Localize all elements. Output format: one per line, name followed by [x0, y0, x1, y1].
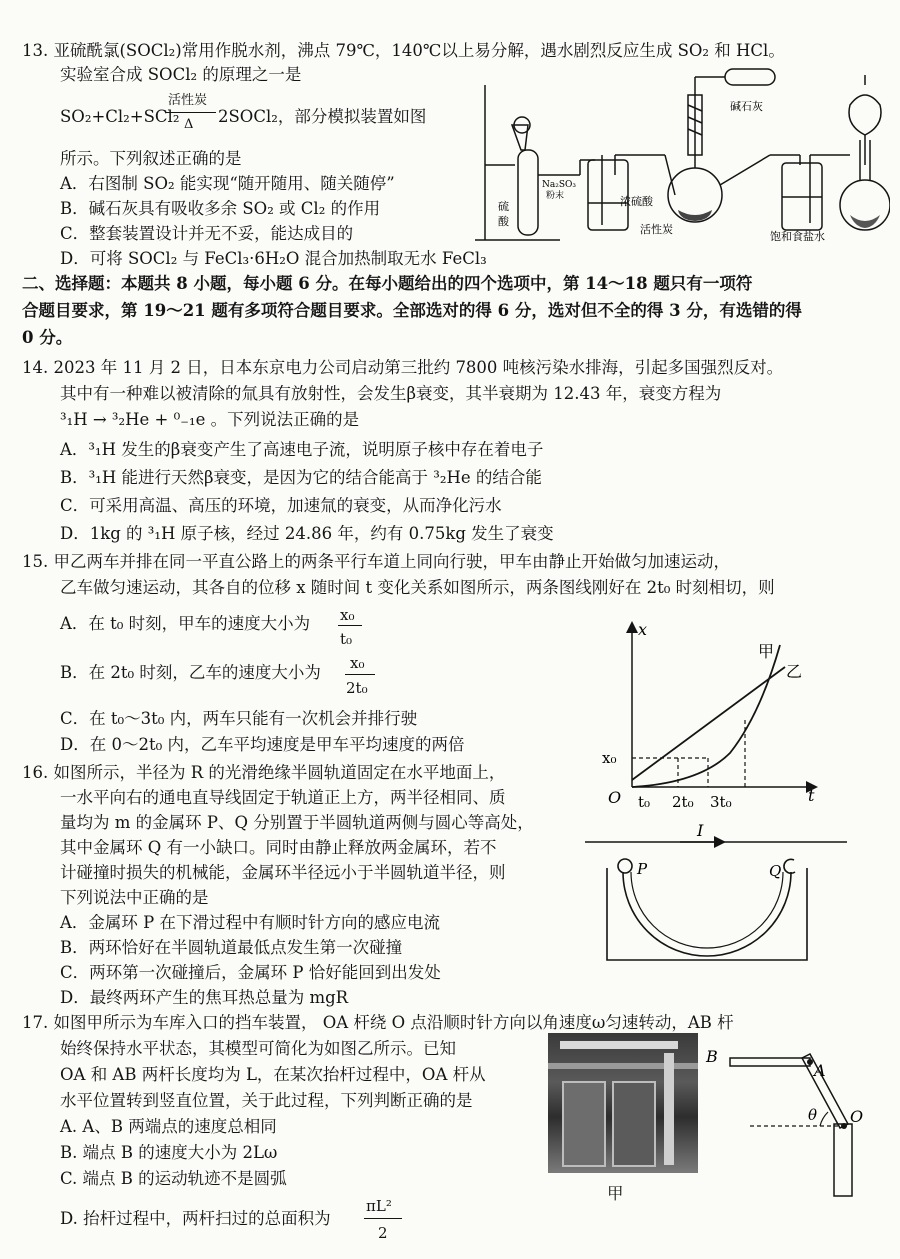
q15-option-a: A．在 t₀ 时刻，甲车的速度大小为: [60, 614, 311, 633]
q16-stem-line3: 量均为 m 的金属环 P、Q 分别置于半圆轨道两侧与圆心等高处，: [60, 813, 534, 832]
q13-equation-left: SO₂+Cl₂+SCl₂: [60, 107, 180, 126]
q13-equation-catalyst: 活性炭: [168, 93, 208, 108]
q14-stem-line3: ³₁H → ³₂He + ⁰₋₁e 。下列说法正确的是: [60, 410, 360, 429]
q14-stem-line2: 其中有一种难以被清除的氚具有放射性，会发生β衰变，其半衰期为 12.43 年，衰变方程为: [60, 384, 722, 403]
q17-stem-line1: 17. 如图甲所示为车库入口的挡车装置， OA 杆绕 O 点沿顺时针方向以角速度ω匀速转动，AB 杆: [22, 1013, 734, 1032]
label-huoxingtan: 活性炭: [640, 223, 673, 236]
label-jianshihui: 碱石灰: [730, 100, 763, 113]
q17-stem-line2: 始终保持水平状态，其模型可简化为如图乙所示。已知: [60, 1039, 456, 1058]
label-nongliusuan: 浓硫酸: [620, 195, 653, 208]
q15-option-b-bar: [345, 674, 375, 675]
section2-line2: 合题目要求，第 19～21 题有多项符合题目要求。全部选对的得 6 分，选对但不全的得 3 分，有选错的得: [22, 301, 802, 320]
label-liu: 硫: [498, 200, 509, 213]
q13-stem-line1: 13. 亚硫酰氯(SOCl₂)常用作脱水剂，沸点 79℃，140℃以上易分解，遇水剧烈反应生成 SO₂ 和 HCl。: [22, 41, 785, 60]
q13-equation-right: 2SOCl₂，部分模拟装置如图: [218, 107, 427, 126]
graph-jia-label: 甲: [758, 642, 775, 661]
q17-option-d-num: πL²: [366, 1197, 392, 1215]
current-label: I: [697, 821, 704, 840]
model-angle-theta: θ: [808, 1106, 818, 1124]
graph-x0-label: x₀: [602, 749, 617, 767]
graph-origin: O: [608, 788, 622, 807]
model-point-o: O: [850, 1107, 864, 1126]
graph-3t0-label: 3t₀: [710, 793, 732, 811]
graph-t-axis-label: t: [808, 786, 815, 805]
q13-stem-line4: 所示。下列叙述正确的是: [60, 149, 242, 168]
q17-option-d: D. 抬杆过程中，两杆扫过的总面积为: [60, 1209, 331, 1228]
graph-x-axis-label: x: [638, 620, 648, 639]
q17-option-d-den: 2: [378, 1224, 388, 1242]
section2-line3: 0 分。: [22, 328, 73, 347]
label-baohe: 饱和食盐水: [770, 230, 825, 243]
q14-option-b: B．³₁H 能进行天然β衰变，是因为它的结合能高于 ³₂He 的结合能: [60, 468, 542, 487]
q17-option-d-bar: [364, 1218, 402, 1219]
q16-option-d: D．最终两环产生的焦耳热总量为 mgR: [60, 988, 349, 1007]
graph-yi-label: 乙: [786, 662, 803, 681]
q14-option-a: A．³₁H 发生的β衰变产生了高速电子流，说明原子核中存在着电子: [60, 440, 544, 459]
q15-option-a-num: x₀: [340, 606, 355, 624]
q15-stem-line1: 15. 甲乙两车并排在同一平直公路上的两条平行车道上同向行驶，甲车由静止开始做匀加速运动，: [22, 552, 730, 571]
q16-stem-line5: 计碰撞时损失的机械能，金属环半径远小于半圆轨道半径，则: [60, 863, 506, 882]
model-point-a: A: [814, 1061, 826, 1080]
q15-option-d: D．在 0～2t₀ 内，乙车平均速度是甲车平均速度的两倍: [60, 735, 465, 754]
q16-track-figure: [585, 820, 855, 970]
q17-option-c: C. 端点 B 的运动轨迹不是圆弧: [60, 1169, 287, 1188]
ring-q-label: Q: [769, 862, 782, 880]
q16-stem-line2: 一水平向右的通电直导线固定于轨道正上方，两半径相同、质: [60, 788, 506, 807]
q13-apparatus-figure: [470, 55, 890, 255]
q15-option-b-den: 2t₀: [346, 679, 368, 697]
q14-stem-line1: 14. 2023 年 11 月 2 日，日本东京电力公司启动第三批约 7800 吨核污染水排海，引起多国强烈反对。: [22, 358, 784, 377]
label-powder: 粉末: [546, 191, 565, 201]
q17-stem-line3: OA 和 AB 两杆长度均为 L，在某次抬杆过程中，OA 杆从: [60, 1065, 486, 1084]
q13-equation-arrow: [166, 112, 216, 113]
q17-option-a: A. A、B 两端点的速度总相同: [60, 1117, 277, 1136]
q15-option-a-den: t₀: [340, 630, 353, 648]
q17-gate-photo: [548, 1033, 698, 1173]
model-point-b: B: [706, 1047, 718, 1066]
q15-option-a-bar: [338, 625, 362, 626]
label-suan: 酸: [498, 215, 509, 228]
q15-option-c: C．在 t₀～3t₀ 内，两车只能有一次机会并排行驶: [60, 709, 418, 728]
q13-option-b: B．碱石灰具有吸收多余 SO₂ 或 Cl₂ 的作用: [60, 199, 381, 218]
q13-option-c: C．整套装置设计并无不妥，能达成目的: [60, 224, 354, 243]
q13-stem-line2: 实验室合成 SOCl₂ 的原理之一是: [60, 65, 302, 84]
q13-option-a: A．右图制 SO₂ 能实现“随开随用、随关随停”: [60, 174, 395, 193]
label-na2so3: Na₂SO₃: [542, 180, 577, 190]
q16-option-a: A．金属环 P 在下滑过程中有顺时针方向的感应电流: [60, 913, 441, 932]
section2-line1: 二、选择题：本题共 8 小题，每小题 6 分。在每小题给出的四个选项中，第 14～18 题只有一项符: [22, 274, 753, 293]
q17-stem-line4: 水平位置转到竖直位置，关于此过程，下列判断正确的是: [60, 1091, 473, 1110]
q15-stem-line2: 乙车做匀速运动，其各自的位移 x 随时间 t 变化关系如图所示，两条图线刚好在 2t₀ 时刻相切，则: [60, 578, 775, 597]
q14-option-d: D．1kg 的 ³₁H 原子核，经过 24.86 年，约有 0.75kg 发生了衰变: [60, 524, 554, 543]
q17-photo-caption: 甲: [607, 1184, 624, 1203]
graph-t0-label: t₀: [638, 793, 651, 811]
graph-2t0-label: 2t₀: [672, 793, 694, 811]
q16-option-b: B．两环恰好在半圆轨道最低点发生第一次碰撞: [60, 938, 403, 957]
q17-option-b: B. 端点 B 的速度大小为 2Lω: [60, 1143, 278, 1162]
q15-xt-graph: [590, 615, 850, 815]
q13-equation-heat: Δ: [184, 117, 194, 132]
q16-stem-line1: 16. 如图所示，半径为 R 的光滑绝缘半圆轨道固定在水平地面上，: [22, 763, 506, 782]
q16-option-c: C．两环第一次碰撞后，金属环 P 恰好能回到出发处: [60, 963, 441, 982]
q17-model-figure: [700, 1040, 890, 1205]
q15-option-b: B．在 2t₀ 时刻，乙车的速度大小为: [60, 663, 321, 682]
q13-option-d: D．可将 SOCl₂ 与 FeCl₃·6H₂O 混合加热制取无水 FeCl₃: [60, 249, 487, 268]
ring-p-label: P: [637, 860, 648, 878]
q15-option-b-num: x₀: [350, 654, 365, 672]
q16-stem-line4: 其中金属环 Q 有一小缺口。同时由静止释放两金属环，若不: [60, 838, 497, 857]
q16-stem-line6: 下列说法中正确的是: [60, 888, 209, 907]
q14-option-c: C．可采用高温、高压的环境，加速氚的衰变，从而净化污水: [60, 496, 502, 515]
